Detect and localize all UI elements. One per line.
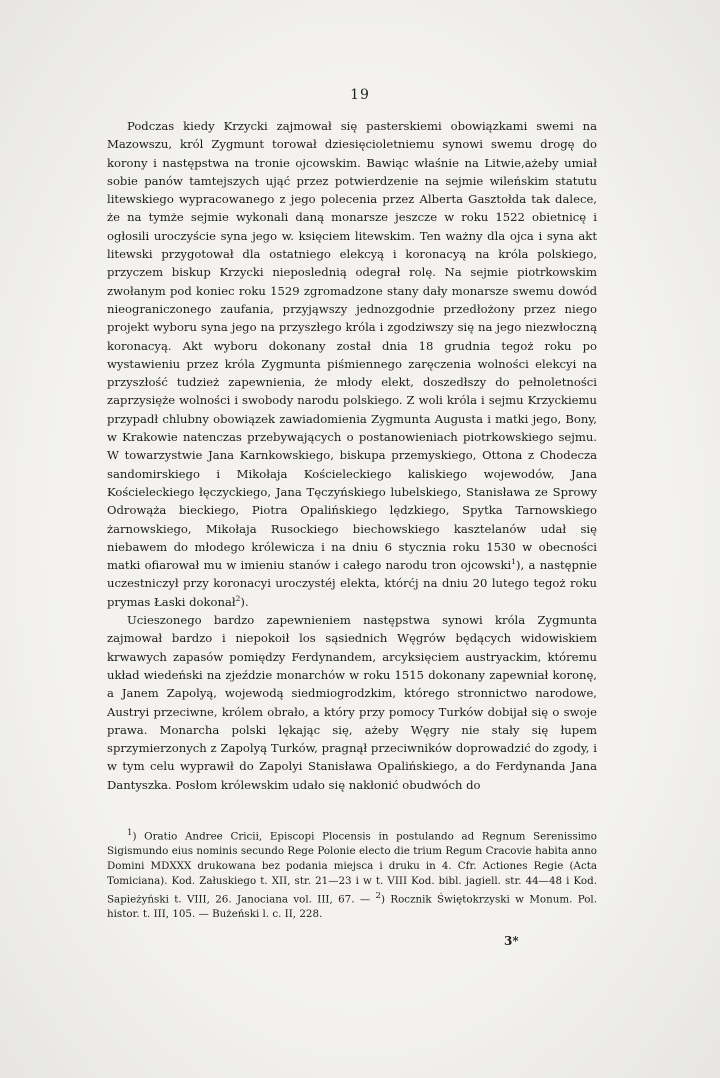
footnote-1-marker: 1: [127, 828, 133, 838]
page-number: 19: [350, 87, 370, 103]
body-text: [107, 117, 597, 794]
paragraph-1-text: Podczas kiedy Krzycki zajmował się pasterskiemi obowiązkami swemi na Mazowszu, król Zygmunt torował dziesięcioletniemu synowi swemu drogę do korony i następstwa na tronie ojcowskim. Bawiąc właśnie na Litwie,ażeby umiał sobie panów tamtejszych ująć przez potwierdzenie na sejmie wileńskim statutu litewskiego wypracowanego z jego polecenia przez Alberta Gasztołda tak dalece, że na tymże sejmie wykonali daną monarsze jeszcze w roku 1522 obietnicę i ogłosili uroczyście syna jego w. księciem litewskim. Ten ważny dla ojca i syna akt litewski przygotował dla ostatniego elekcyą i koronacyą na króla polskiego, przyczem biskup Krzycki nieposlednią odegrał rolę. Na sejmie piotrkowskim zwołanym pod koniec roku 1529 zgromadzone stany dały monarsze swemu dowód nieograniczonego zaufania, przyjąwszy jednozgodnie przedłożony przez niego projekt wyboru syna jego na przyszłego króla i zgodziwszy się na jego niezwłoczną koronacyą. Akt wyboru dokonany został dnia 18 grudnia tegoż roku po wystawieniu przez króla Zygmunta piśmiennego zaręczenia wolności elekcyi na przyszłość tudzież zapewnienia, że młody elekt, doszedłszy do pełnoletności zaprzysięże wolności i swobody narodu polskiego. Z woli króla i sejmu Krzyckiemu przypadł chlubny obowiązek zawiadomienia Zygmunta Augusta i matki jego, Bony, w Krakowie natenczas przebywających o postanowieniach piotrkowskiego sejmu. W towarzystwie Jana Karnkowskiego, biskupa przemyskiego, Ottona z Chodecza sandomirskiego i Mikołaja Kościeleckiego kaliskiego wojewodów, Jana Kościeleckiego łęczyckiego, Jana Tęczyńskiego lubelskiego, Stanisława ze Sprowy Odrowąża bieckiego, Piotra Opalińskiego lędzkiego, Spytka Tarnowskiego żarnowskiego, Mikołaja Rusockiego biechowskiego kasztelanów udał się niebawem do młodego królewicza i na dniu 6 stycznia roku 1530 w obecności matki ofiarował mu w imieniu stanów i całego narodu tron ojcowski: [107, 119, 597, 573]
paragraph-1: Podczas kiedy Krzycki zajmował się pasterskiemi obowiązkami swemi na Mazowszu, król Zygmunt torował dziesięcioletniemu synowi swemu drogę do korony i następstwa na tronie ojcowskim. Bawiąc właśnie na Litwie,ażeby umiał sobie panów tamtejszych ująć przez potwierdzenie na sejmie wileńskim statutu litewskiego wypracowanego z jego polecenia przez Alberta Gasztołda tak dalece, że na tymże sejmie wykonali daną monarsze jeszcze w roku 1522 obietnicę i ogłosili uroczyście syna jego w. księciem litewskim. Ten ważny dla ojca i syna akt litewski przygotował dla ostatniego elekcyą i koronacyą na króla polskiego, przyczem biskup Krzycki nieposlednią odegrał rolę. Na sejmie piotrkowskim zwołanym pod koniec roku 1529 zgromadzone stany dały monarsze swemu dowód nieograniczonego zaufania, przyjąwszy jednozgodnie przedłożony przez niego projekt wyboru syna jego na przyszłego króla i zgodziwszy się na jego niezwłoczną koronacyą. Akt wyboru dokonany został dnia 18 grudnia tegoż roku po wystawieniu przez króla Zygmunta piśmiennego zaręczenia wolności elekcyi na przyszłość tudzież zapewnienia, że młody elekt, doszedłszy do pełnoletności zaprzysięże wolności i swobody narodu polskiego. Z woli króla i sejmu Krzyckiemu przypadł chlubny obowiązek zawiadomienia Zygmunta Augusta i matki jego, Bony, w Krakowie natenczas przebywających o postanowieniach piotrkowskiego sejmu. W towarzystwie Jana Karnkowskiego, biskupa przemyskiego, Ottona z Chodecza sandomirskiego i Mikołaja Kościeleckiego kaliskiego wojewodów, Jana Kościeleckiego łęczyckiego, Jana Tęczyńskiego lubelskiego, Stanisława ze Sprowy Odrowąża bieckiego, Piotra Opalińskiego lędzkiego, Spytka Tarnowskiego żarnowskiego, Mikołaja Rusockiego biechowskiego kasztelanów udał się niebawem do młodego królewicza i na dniu 6 stycznia roku 1530 w obecności matki ofiarował mu w imieniu stanów i całego narodu tron ojcowski$^1$), a następnie uczestniczył przy koronacyi uroczystéj elekta, którćj na dniu 20 lutego tegoż roku prymas Łaski dokonał$^2$).: [107, 119, 598, 609]
footnotes: [107, 826, 597, 922]
footnote-ref-1: 1: [511, 557, 517, 567]
footnote-2-text: Rocznik Świętokrzyski w Monum. Pol. histor. t. III, 105. — Bużeński l. c. II, 228.: [107, 893, 597, 920]
paragraph-1-continuation: , a następnie uczestniczył przy koronacyi uroczystéj elekta, którćj na dniu 20 lutego tegoż roku prymas Łaski dokonał: [107, 558, 598, 609]
footnote-2-marker: 2: [375, 890, 381, 901]
footnote-1-text: Oratio Andree Cricii, Episcopi Plocensis in postulando ad Regnum Serenissimo Sigismundo eius nominis secundo Rege Polonie electo die trium Regum Cracovie habita anno Domini MDXXX drukowana bez podania miejsca i druku in 4. Cfr. Actiones Regie (Acta Tomiciana). Kod. Załuskiego t. XII, str. 21—23 i w t. VIII Kod. bibl. jagiell. str. 44—48 i Kod. Sapieżyński t. VIII, 26. Janociana vol. III, 67. —: [107, 830, 597, 906]
paragraph-1-end: ).: [240, 594, 249, 609]
paragraph-2: Ucieszonego bardzo zapewnieniem następstwa synowi króla Zygmunta zajmował bardzo i niepokoił los sąsiednich Węgrów będących widowiskiem krwawych zapasów pomiędzy Ferdynandem, arcyksięciem austryackim, któremu układ wiedeński na zjeździe monarchów w roku 1515 dokonany zapewniał koronę, a Janem Zapolyą, wojewodą siedmiogrodzkim, którego stronnictwo narodowe, Austryi przeciwne, królem obrało, a który przy pomocy Turków dobijał się o swoje prawa. Monarcha polski lękając się, ażeby Węgry nie stały się łupem sprzymierzonych z Zapolyą Turków, pragnął przeciwników doprowadzić do zgody, i w tym celu wyprawił do Zapolyi Stanisława Opalińskiego, a do Ferdynanda Jana Dantyszka. Posłom królewskim udało się nakłonić obudwóch do: [107, 613, 597, 792]
footnote-ref-2: 2: [235, 593, 241, 603]
signature-mark: 3*: [504, 934, 519, 948]
footnote-1: $^1$) Oratio Andree Cricii, Episcopi Plocensis in postulando ad Regnum Serenissimo Sigismundo eius nominis secundo Rege Polonie electo die trium Regum Cracovie habita anno Domini MDXXX drukowana bez podania miejsca i druku in 4. Cfr. Actiones Regie (Acta Tomiciana). Kod. Załuskiego t. XII, str. 21—23 i w t. VIII Kod. bibl. jagiell. str. 44—48 i Kod. Sapieżyński t. VIII, 26. Janociana vol. III, 67. — $^2$) Rocznik Świętokrzyski w Monum. Pol. histor. t. III, 105. — Bużeński l. c. II, 228.: [107, 828, 597, 920]
